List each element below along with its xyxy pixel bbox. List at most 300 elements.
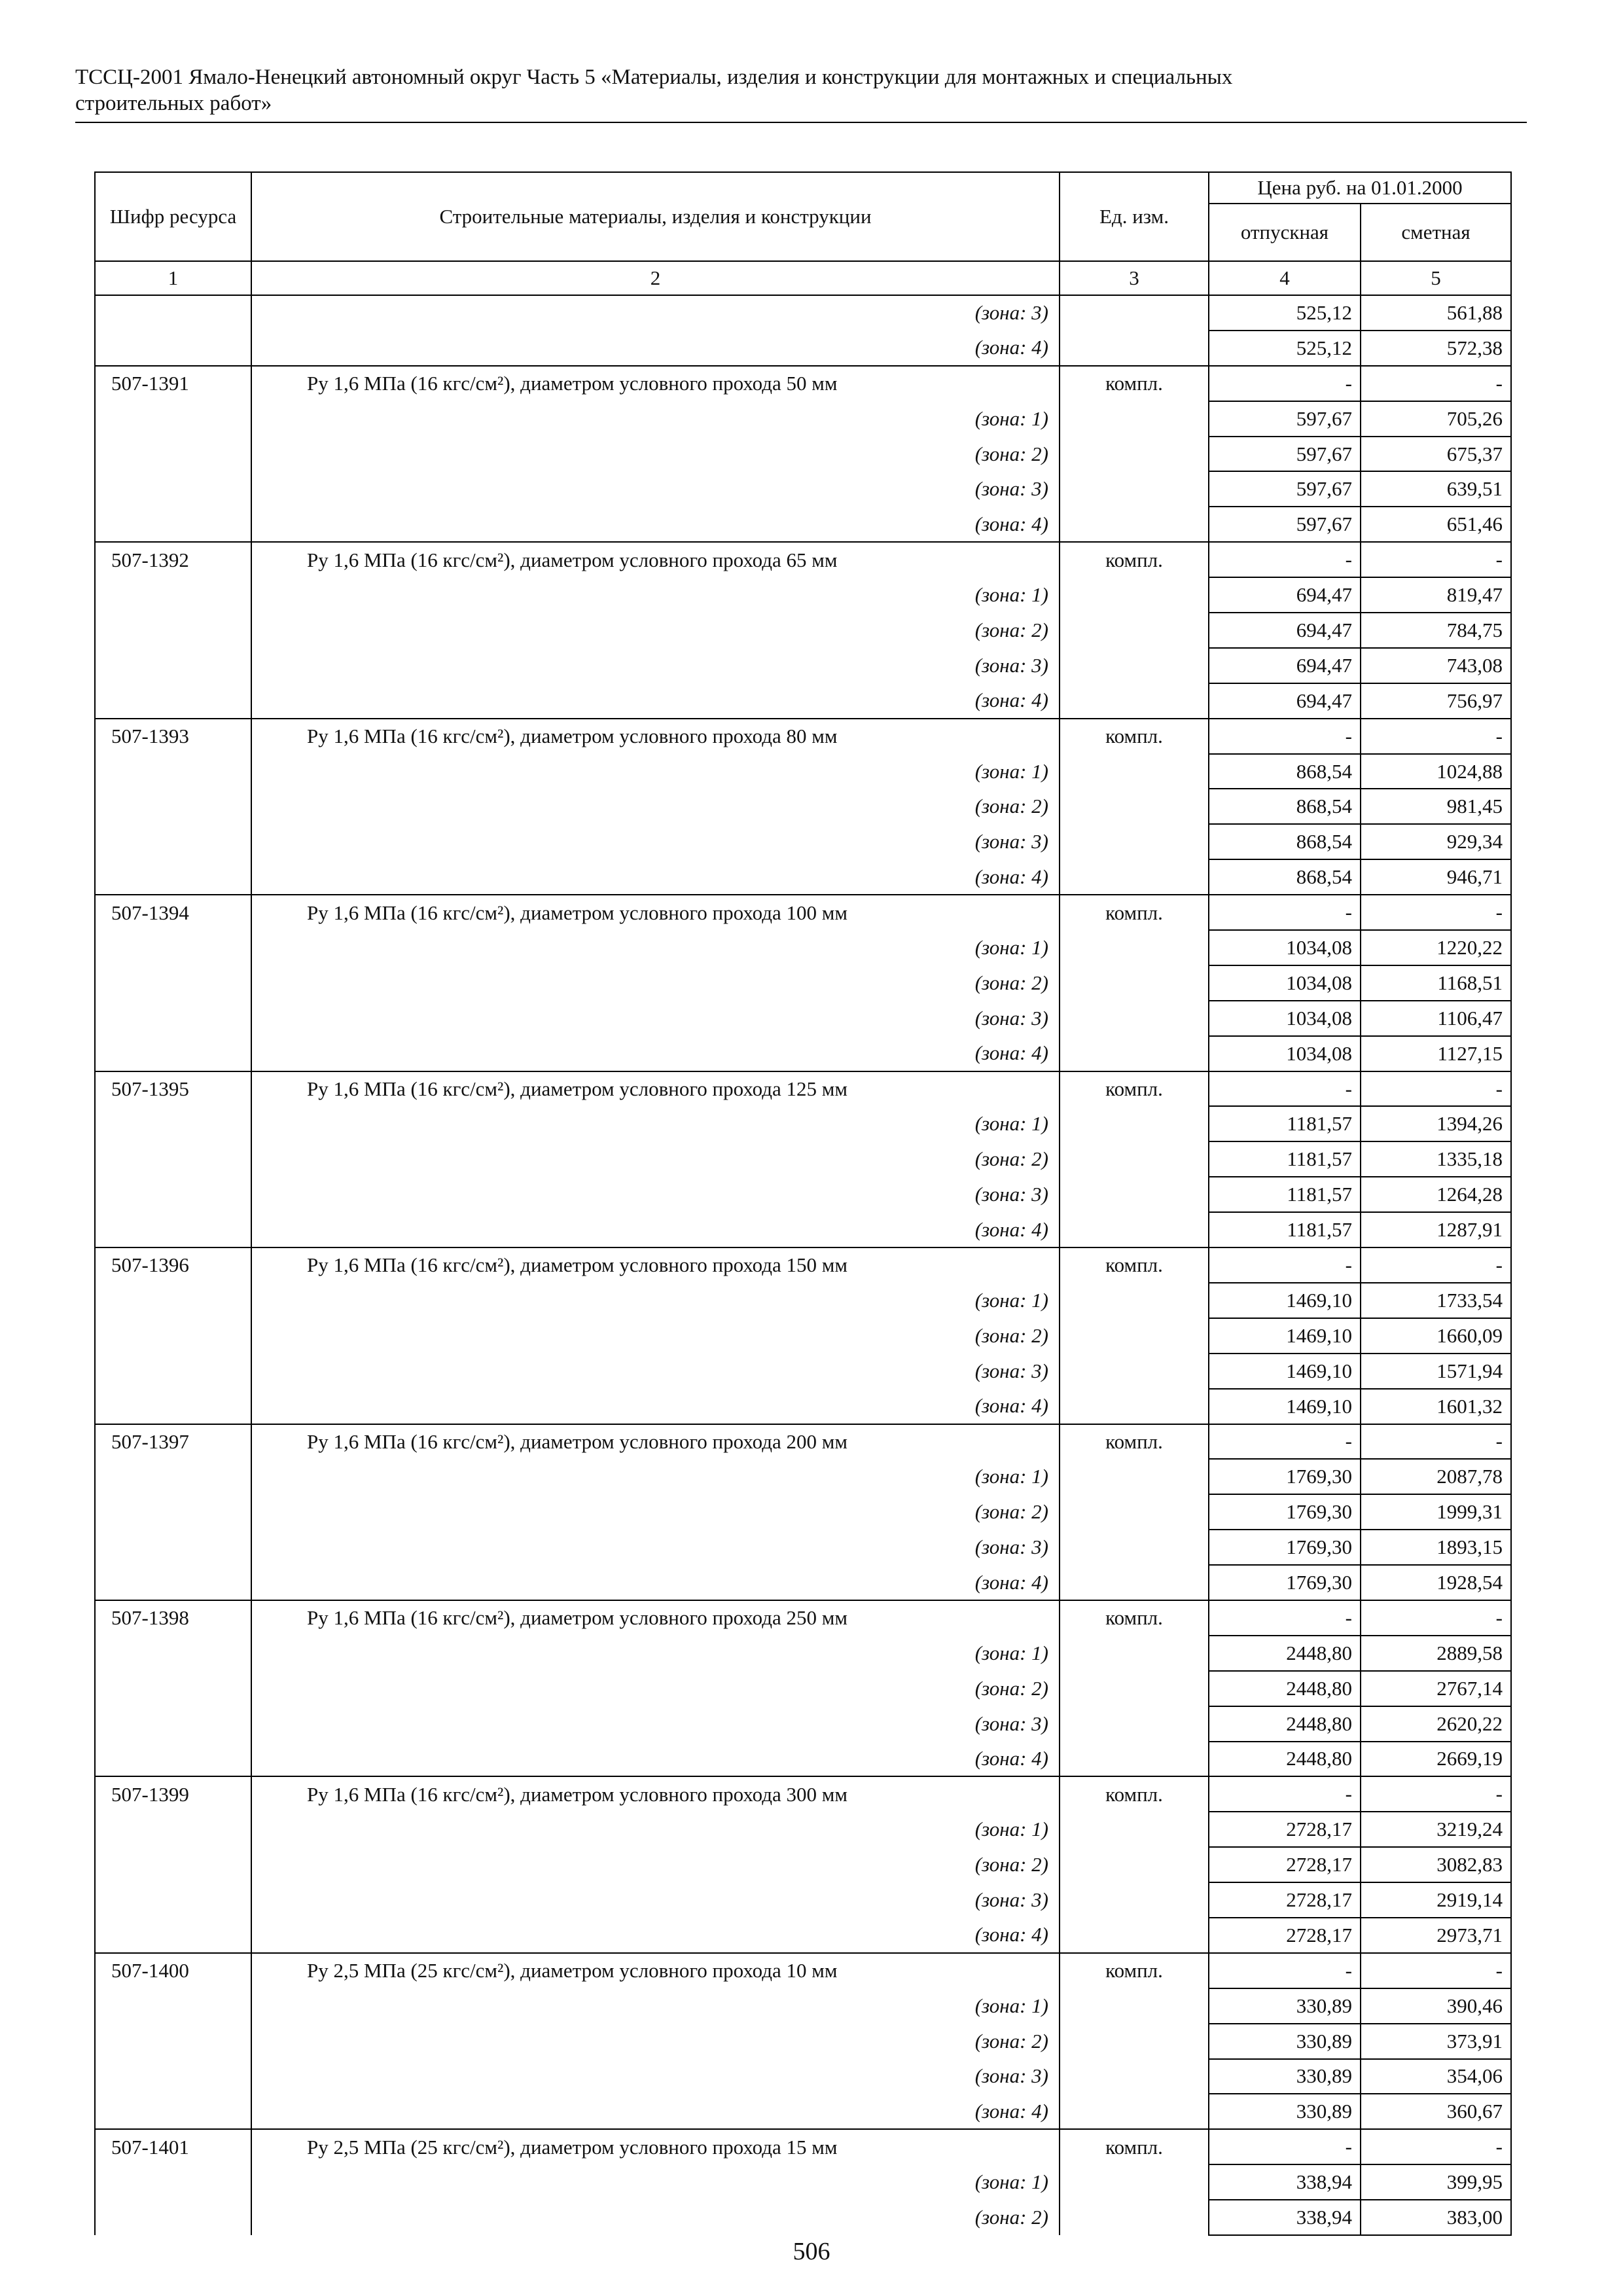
row-name: Ру 1,6 МПа (16 кгс/см²), диаметром условного прохода 100 мм (251, 895, 1060, 930)
row-price-estimate: 1660,09 (1361, 1318, 1511, 1354)
table-row-zone (95, 859, 1511, 895)
header-divider (75, 122, 1527, 123)
row-unit (1060, 1988, 1209, 2024)
table-row-zone (95, 2200, 1511, 2235)
row-code (95, 2164, 251, 2200)
row-name: (зона: 3) (251, 1177, 1060, 1212)
row-name: Ру 1,6 МПа (16 кгс/см²), диаметром условного прохода 200 мм (251, 1424, 1060, 1460)
row-code (95, 1001, 251, 1036)
row-price-estimate: 2669,19 (1361, 1742, 1511, 1777)
table-row-zone (95, 1354, 1511, 1389)
row-unit (1060, 1036, 1209, 1071)
row-code: 507-1392 (95, 542, 251, 577)
row-code: 507-1396 (95, 1247, 251, 1283)
row-code (95, 1212, 251, 1247)
row-price-release: - (1209, 1424, 1361, 1460)
table-row-item (95, 1600, 1511, 1636)
row-name: (зона: 1) (251, 1812, 1060, 1847)
row-price-release: 525,12 (1209, 295, 1361, 331)
row-code (95, 1812, 251, 1847)
row-price-estimate: 756,97 (1361, 683, 1511, 719)
row-price-release: 330,89 (1209, 2024, 1361, 2059)
row-price-release: 2728,17 (1209, 1882, 1361, 1918)
row-unit (1060, 1106, 1209, 1141)
header-price-release: отпускная (1209, 204, 1361, 261)
row-price-release: 1769,30 (1209, 1494, 1361, 1530)
row-price-release: 694,47 (1209, 683, 1361, 719)
row-unit (1060, 1459, 1209, 1494)
row-name: Ру 1,6 МПа (16 кгс/см²), диаметром условного прохода 300 мм (251, 1776, 1060, 1812)
row-code (95, 2094, 251, 2129)
row-name: (зона: 2) (251, 437, 1060, 472)
row-price-release: 1769,30 (1209, 1565, 1361, 1600)
header-name: Строительные материалы, изделия и конструкции (251, 172, 1060, 261)
row-code (95, 1706, 251, 1742)
page-header (75, 64, 1527, 117)
row-price-release: - (1209, 2129, 1361, 2164)
row-name: (зона: 3) (251, 1354, 1060, 1389)
row-name: (зона: 4) (251, 1212, 1060, 1247)
row-price-release: 868,54 (1209, 824, 1361, 859)
row-unit: компл. (1060, 1071, 1209, 1107)
row-name: (зона: 1) (251, 930, 1060, 965)
row-code (95, 1636, 251, 1671)
row-price-estimate: 2087,78 (1361, 1459, 1511, 1494)
row-price-release: - (1209, 1071, 1361, 1107)
table-row-zone (95, 1742, 1511, 1777)
header-unit: Ед. изм. (1060, 172, 1209, 261)
table-row-zone (95, 1530, 1511, 1565)
page-number: 506 (793, 2238, 830, 2265)
table-row-zone (95, 754, 1511, 789)
table-row-item (95, 895, 1511, 930)
row-code (95, 1389, 251, 1424)
row-unit (1060, 789, 1209, 824)
row-code (95, 1530, 251, 1565)
table-row-zone (95, 930, 1511, 965)
row-code: 507-1400 (95, 1953, 251, 1988)
table-row-zone (95, 824, 1511, 859)
row-unit (1060, 1742, 1209, 1777)
row-unit (1060, 1354, 1209, 1389)
row-unit: компл. (1060, 366, 1209, 401)
table-row-zone (95, 1177, 1511, 1212)
row-price-release: 2448,80 (1209, 1636, 1361, 1671)
row-price-estimate: 2620,22 (1361, 1706, 1511, 1742)
row-name: (зона: 2) (251, 965, 1060, 1001)
row-name: (зона: 1) (251, 1459, 1060, 1494)
row-price-release: 2728,17 (1209, 1918, 1361, 1953)
row-price-estimate: 572,38 (1361, 331, 1511, 366)
row-unit: компл. (1060, 719, 1209, 754)
row-unit (1060, 1177, 1209, 1212)
row-code (95, 471, 251, 507)
row-name: (зона: 4) (251, 1565, 1060, 1600)
row-price-release: 1181,57 (1209, 1141, 1361, 1177)
row-price-estimate: - (1361, 895, 1511, 930)
table-row-zone (95, 1283, 1511, 1318)
row-price-estimate: 705,26 (1361, 401, 1511, 437)
row-unit (1060, 824, 1209, 859)
row-unit (1060, 437, 1209, 472)
table-row-zone (95, 577, 1511, 613)
table-body (95, 295, 1511, 2235)
row-price-release: 1469,10 (1209, 1283, 1361, 1318)
row-unit (1060, 965, 1209, 1001)
row-code (95, 1177, 251, 1212)
row-price-estimate: - (1361, 1953, 1511, 1988)
row-name: (зона: 3) (251, 295, 1060, 331)
row-price-release: 1181,57 (1209, 1212, 1361, 1247)
row-unit (1060, 859, 1209, 895)
row-code (95, 1318, 251, 1354)
row-price-estimate: - (1361, 1600, 1511, 1636)
row-name: (зона: 4) (251, 2094, 1060, 2129)
row-unit (1060, 1494, 1209, 1530)
row-price-estimate: 2767,14 (1361, 1671, 1511, 1706)
row-price-release: 868,54 (1209, 754, 1361, 789)
row-unit (1060, 2059, 1209, 2094)
table-row-item (95, 1424, 1511, 1460)
row-name: (зона: 1) (251, 577, 1060, 613)
table-row-zone (95, 1636, 1511, 1671)
row-code: 507-1399 (95, 1776, 251, 1812)
row-price-release: 694,47 (1209, 577, 1361, 613)
row-code (95, 2059, 251, 2094)
row-name: (зона: 2) (251, 1671, 1060, 1706)
table-row-zone (95, 1812, 1511, 1847)
table-row-zone (95, 2024, 1511, 2059)
row-code: 507-1391 (95, 366, 251, 401)
row-code (95, 1283, 251, 1318)
table-row-zone (95, 1988, 1511, 2024)
row-price-estimate: 946,71 (1361, 859, 1511, 895)
price-table (94, 171, 1512, 2236)
row-price-release: - (1209, 1600, 1361, 1636)
row-price-release: 330,89 (1209, 1988, 1361, 2024)
row-name: (зона: 1) (251, 401, 1060, 437)
row-code (95, 1918, 251, 1953)
row-code (95, 1459, 251, 1494)
row-name: (зона: 2) (251, 2200, 1060, 2235)
table-row-item (95, 719, 1511, 754)
row-code (95, 859, 251, 895)
row-price-estimate: - (1361, 1424, 1511, 1460)
row-code (95, 507, 251, 542)
row-unit: компл. (1060, 895, 1209, 930)
row-price-release: 597,67 (1209, 401, 1361, 437)
row-code (95, 1882, 251, 1918)
row-price-release: 1181,57 (1209, 1177, 1361, 1212)
row-code (95, 1742, 251, 1777)
row-price-release: 330,89 (1209, 2094, 1361, 2129)
row-name: Ру 1,6 МПа (16 кгс/см²), диаметром условного прохода 80 мм (251, 719, 1060, 754)
table-row-item (95, 2129, 1511, 2164)
row-price-release: 597,67 (1209, 471, 1361, 507)
row-price-estimate: 1287,91 (1361, 1212, 1511, 1247)
row-price-estimate: 2919,14 (1361, 1882, 1511, 1918)
table-row-zone (95, 1141, 1511, 1177)
row-price-estimate: - (1361, 2129, 1511, 2164)
row-name: (зона: 3) (251, 1882, 1060, 1918)
row-code: 507-1398 (95, 1600, 251, 1636)
row-price-release: 1034,08 (1209, 930, 1361, 965)
row-unit (1060, 1283, 1209, 1318)
table-row-zone (95, 331, 1511, 366)
row-price-release: - (1209, 895, 1361, 930)
row-price-estimate: 1335,18 (1361, 1141, 1511, 1177)
row-name: (зона: 4) (251, 859, 1060, 895)
row-unit: компл. (1060, 1953, 1209, 1988)
row-name: (зона: 4) (251, 1742, 1060, 1777)
page-header-line-2: строительных работ» (75, 92, 272, 115)
table-row-zone (95, 1847, 1511, 1882)
row-unit (1060, 613, 1209, 648)
row-unit (1060, 648, 1209, 683)
row-name: (зона: 1) (251, 1106, 1060, 1141)
row-price-estimate: 2973,71 (1361, 1918, 1511, 1953)
row-name: (зона: 3) (251, 824, 1060, 859)
row-unit (1060, 1671, 1209, 1706)
table-row-zone (95, 437, 1511, 472)
row-name: (зона: 4) (251, 1918, 1060, 1953)
row-price-estimate: 981,45 (1361, 789, 1511, 824)
row-price-estimate: 360,67 (1361, 2094, 1511, 2129)
row-unit (1060, 1318, 1209, 1354)
column-number: 2 (251, 261, 1060, 295)
table-row-zone (95, 1318, 1511, 1354)
table-row-item (95, 542, 1511, 577)
row-unit: компл. (1060, 1424, 1209, 1460)
row-price-estimate: 1220,22 (1361, 930, 1511, 965)
table-row-zone (95, 1389, 1511, 1424)
row-code (95, 648, 251, 683)
row-name: (зона: 2) (251, 789, 1060, 824)
row-code (95, 437, 251, 472)
table-row-zone (95, 1106, 1511, 1141)
row-price-release: 868,54 (1209, 859, 1361, 895)
row-code (95, 1141, 251, 1177)
row-price-estimate: 1893,15 (1361, 1530, 1511, 1565)
row-name: (зона: 3) (251, 1530, 1060, 1565)
table-row-zone (95, 1459, 1511, 1494)
table-row-zone (95, 471, 1511, 507)
row-name: (зона: 4) (251, 683, 1060, 719)
row-price-estimate: 1733,54 (1361, 1283, 1511, 1318)
table-row-zone (95, 1918, 1511, 1953)
row-price-estimate: 390,46 (1361, 1988, 1511, 2024)
row-price-release: 338,94 (1209, 2164, 1361, 2200)
row-price-estimate: 373,91 (1361, 2024, 1511, 2059)
row-unit (1060, 1812, 1209, 1847)
row-price-release: - (1209, 1776, 1361, 1812)
row-unit (1060, 1636, 1209, 1671)
row-price-release: - (1209, 719, 1361, 754)
row-price-estimate: 1024,88 (1361, 754, 1511, 789)
table-row-zone (95, 401, 1511, 437)
row-price-release: 525,12 (1209, 331, 1361, 366)
row-unit (1060, 401, 1209, 437)
row-unit: компл. (1060, 1600, 1209, 1636)
row-price-estimate: 819,47 (1361, 577, 1511, 613)
row-code (95, 1671, 251, 1706)
row-price-release: 1181,57 (1209, 1106, 1361, 1141)
row-price-estimate: 743,08 (1361, 648, 1511, 683)
row-unit (1060, 1882, 1209, 1918)
row-price-estimate: 784,75 (1361, 613, 1511, 648)
row-price-release: 1034,08 (1209, 1036, 1361, 1071)
row-name: (зона: 4) (251, 331, 1060, 366)
table-row-zone (95, 1212, 1511, 1247)
row-price-estimate: 1127,15 (1361, 1036, 1511, 1071)
row-name: (зона: 4) (251, 1389, 1060, 1424)
table-row-zone (95, 1036, 1511, 1071)
row-unit (1060, 2164, 1209, 2200)
row-price-release: 694,47 (1209, 648, 1361, 683)
row-code (95, 331, 251, 366)
row-unit (1060, 471, 1209, 507)
row-price-release: 868,54 (1209, 789, 1361, 824)
row-code (95, 1565, 251, 1600)
row-price-release: 338,94 (1209, 2200, 1361, 2235)
column-number: 5 (1361, 261, 1511, 295)
row-code (95, 401, 251, 437)
row-name: Ру 1,6 МПа (16 кгс/см²), диаметром условного прохода 150 мм (251, 1247, 1060, 1283)
row-code (95, 1354, 251, 1389)
row-price-estimate: 1571,94 (1361, 1354, 1511, 1389)
column-number: 3 (1060, 261, 1209, 295)
row-price-release: - (1209, 1247, 1361, 1283)
row-unit (1060, 683, 1209, 719)
row-price-estimate: 1999,31 (1361, 1494, 1511, 1530)
row-code: 507-1393 (95, 719, 251, 754)
row-price-estimate: 383,00 (1361, 2200, 1511, 2235)
row-price-estimate: 1264,28 (1361, 1177, 1511, 1212)
row-unit (1060, 2024, 1209, 2059)
row-name: (зона: 3) (251, 1706, 1060, 1742)
row-name: (зона: 1) (251, 754, 1060, 789)
table-row-zone (95, 2059, 1511, 2094)
row-unit: компл. (1060, 542, 1209, 577)
row-name: (зона: 3) (251, 1001, 1060, 1036)
row-name: Ру 2,5 МПа (25 кгс/см²), диаметром условного прохода 10 мм (251, 1953, 1060, 1988)
row-name: (зона: 3) (251, 471, 1060, 507)
row-price-estimate: 561,88 (1361, 295, 1511, 331)
row-code (95, 1036, 251, 1071)
table-row-zone (95, 1706, 1511, 1742)
row-code (95, 754, 251, 789)
table-row-item (95, 366, 1511, 401)
row-name: (зона: 2) (251, 1318, 1060, 1354)
row-price-estimate: 3082,83 (1361, 1847, 1511, 1882)
row-price-estimate: 354,06 (1361, 2059, 1511, 2094)
row-price-release: 1469,10 (1209, 1354, 1361, 1389)
row-price-release: 2448,80 (1209, 1742, 1361, 1777)
row-price-release: 2448,80 (1209, 1671, 1361, 1706)
row-code: 507-1401 (95, 2129, 251, 2164)
row-unit (1060, 2094, 1209, 2129)
row-code (95, 577, 251, 613)
row-name: (зона: 1) (251, 1283, 1060, 1318)
row-price-release: - (1209, 542, 1361, 577)
row-price-estimate: - (1361, 1776, 1511, 1812)
row-name: (зона: 1) (251, 1636, 1060, 1671)
row-price-release: 1769,30 (1209, 1530, 1361, 1565)
row-price-release: 1769,30 (1209, 1459, 1361, 1494)
row-name: (зона: 2) (251, 1847, 1060, 1882)
row-unit (1060, 1212, 1209, 1247)
row-unit (1060, 295, 1209, 331)
row-price-estimate: 1168,51 (1361, 965, 1511, 1001)
row-unit (1060, 577, 1209, 613)
row-code (95, 2024, 251, 2059)
table-row-zone (95, 683, 1511, 719)
row-name: (зона: 3) (251, 2059, 1060, 2094)
row-price-release: 1034,08 (1209, 965, 1361, 1001)
row-price-estimate: - (1361, 719, 1511, 754)
row-unit (1060, 930, 1209, 965)
row-name: Ру 1,6 МПа (16 кгс/см²), диаметром условного прохода 250 мм (251, 1600, 1060, 1636)
row-unit (1060, 1847, 1209, 1882)
row-price-estimate: 651,46 (1361, 507, 1511, 542)
table-row-zone (95, 2164, 1511, 2200)
row-price-estimate: 639,51 (1361, 471, 1511, 507)
row-code (95, 295, 251, 331)
row-name: (зона: 2) (251, 2024, 1060, 2059)
column-number: 4 (1209, 261, 1361, 295)
header-price-group: Цена руб. на 01.01.2000 (1209, 172, 1511, 204)
row-code (95, 1847, 251, 1882)
row-code (95, 1106, 251, 1141)
row-unit: компл. (1060, 1776, 1209, 1812)
row-price-release: 1034,08 (1209, 1001, 1361, 1036)
row-unit (1060, 1565, 1209, 1600)
row-price-estimate: - (1361, 1247, 1511, 1283)
row-code (95, 1494, 251, 1530)
row-name: Ру 1,6 МПа (16 кгс/см²), диаметром условного прохода 50 мм (251, 366, 1060, 401)
row-price-release: 330,89 (1209, 2059, 1361, 2094)
table-row-zone (95, 965, 1511, 1001)
row-unit (1060, 754, 1209, 789)
row-code: 507-1394 (95, 895, 251, 930)
row-unit (1060, 1918, 1209, 1953)
table-row-zone (95, 295, 1511, 331)
table-row-zone (95, 789, 1511, 824)
row-price-release: 1469,10 (1209, 1318, 1361, 1354)
header-code: Шифр ресурса (95, 172, 251, 261)
row-price-estimate: 399,95 (1361, 2164, 1511, 2200)
row-unit (1060, 507, 1209, 542)
row-name: Ру 1,6 МПа (16 кгс/см²), диаметром условного прохода 125 мм (251, 1071, 1060, 1107)
header-price-estimate: сметная (1361, 204, 1511, 261)
row-name: Ру 1,6 МПа (16 кгс/см²), диаметром условного прохода 65 мм (251, 542, 1060, 577)
row-name: (зона: 3) (251, 648, 1060, 683)
row-unit (1060, 331, 1209, 366)
table-row-zone (95, 1001, 1511, 1036)
row-name: (зона: 2) (251, 1494, 1060, 1530)
row-code (95, 930, 251, 965)
page-header-line-1: ТССЦ-2001 Ямало-Ненецкий автономный округ Часть 5 «Материалы, изделия и конструкции для монтажных и специальных (75, 65, 1233, 89)
table-row-zone (95, 1494, 1511, 1530)
row-price-release: 694,47 (1209, 613, 1361, 648)
row-price-estimate: 2889,58 (1361, 1636, 1511, 1671)
row-unit: компл. (1060, 1247, 1209, 1283)
row-unit (1060, 1141, 1209, 1177)
row-price-estimate: - (1361, 1071, 1511, 1107)
row-unit (1060, 2200, 1209, 2235)
table-row-item (95, 1953, 1511, 1988)
row-code (95, 1988, 251, 2024)
